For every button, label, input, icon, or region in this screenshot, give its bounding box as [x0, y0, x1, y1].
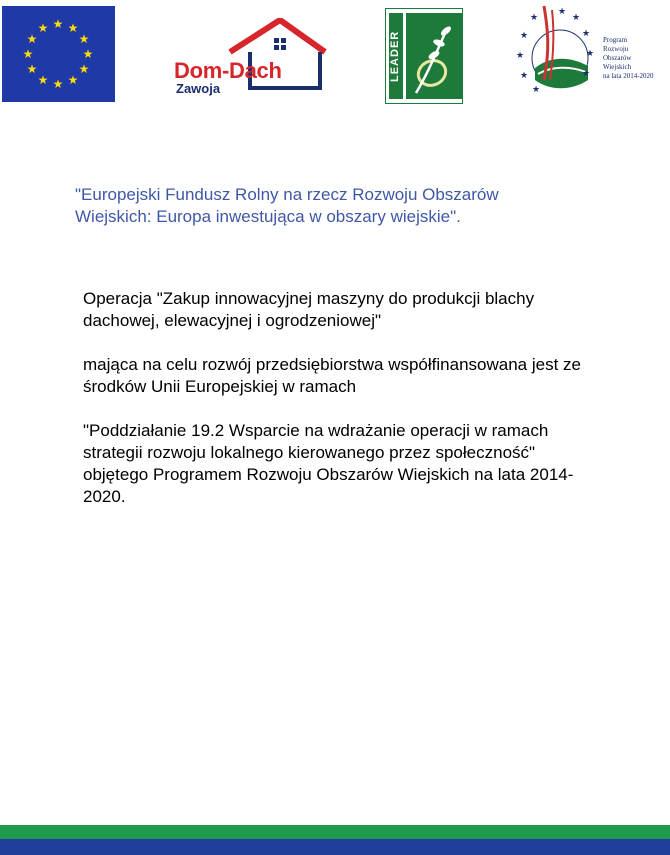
prow-logo — [510, 0, 660, 104]
operation-description — [83, 288, 603, 530]
svg-text:★: ★ — [586, 49, 595, 59]
leader-label: LEADER — [389, 13, 403, 99]
svg-text:★: ★ — [558, 7, 567, 17]
fund-heading-line: "Europejski Fundusz Rolny na rzecz Rozwoju Obszarów — [75, 185, 499, 204]
svg-text:★: ★ — [582, 69, 591, 79]
prow-line: Program — [603, 36, 628, 44]
eu-star-icon: ★ — [78, 32, 90, 46]
svg-text:★: ★ — [516, 51, 525, 61]
eu-star-icon: ★ — [37, 21, 49, 35]
eu-star-icon: ★ — [26, 32, 38, 46]
svg-text:★: ★ — [532, 85, 541, 95]
eu-star-icon: ★ — [26, 62, 38, 76]
domdach-name: Dom-Dach — [174, 58, 282, 83]
eu-star-icon: ★ — [37, 73, 49, 87]
prow-line: na lata 2014-2020 — [603, 72, 654, 80]
prow-label — [603, 36, 663, 81]
operation-title: Operacja "Zakup innowacyjnej maszyny do produkcji blachy dachowej, elewacyjnej i ogrodzeniowej" — [83, 289, 535, 330]
leader-logo — [385, 8, 463, 104]
domdach-location: Zawoja — [176, 81, 221, 96]
prow-line: Wiejskich — [603, 63, 632, 71]
logo-strip — [0, 0, 670, 110]
svg-text:★: ★ — [572, 13, 581, 23]
eu-star-icon: ★ — [52, 17, 64, 31]
eu-star-icon: ★ — [22, 47, 34, 61]
prow-line: Obszarów — [603, 54, 632, 62]
leader-plant-icon — [406, 13, 462, 99]
svg-text:★: ★ — [520, 71, 529, 81]
svg-text:★: ★ — [582, 29, 591, 39]
programme-statement: "Poddziałanie 19.2 Wsparcie na wdrażanie operacji w ramach strategii rozwoju lokalnego kierowanego przez społeczność" objętego Programem Rozwoju Obszarów Wiejskich na lata 2014-2020. — [83, 421, 574, 506]
svg-text:★: ★ — [520, 31, 529, 41]
eu-star-icon: ★ — [67, 21, 79, 35]
svg-text:★: ★ — [530, 13, 539, 23]
eu-flag-icon — [2, 6, 115, 102]
footer-blue-bar — [0, 839, 670, 855]
fund-heading — [75, 184, 595, 228]
eu-star-icon: ★ — [52, 77, 64, 91]
prow-emblem-icon — [510, 0, 602, 104]
domdach-logo — [170, 18, 330, 94]
fund-heading-line: Wiejskich: Europa inwestująca w obszary wiejskie". — [75, 207, 461, 226]
footer-green-bar — [0, 825, 670, 839]
eu-star-icon: ★ — [67, 73, 79, 87]
prow-line: Rozwoju — [603, 45, 629, 53]
eu-star-icon: ★ — [78, 62, 90, 76]
eu-star-icon: ★ — [82, 47, 94, 61]
cofinancing-statement: mająca na celu rozwój przedsiębiorstwa współfinansowana jest ze środków Unii Europejskiej w ramach — [83, 355, 581, 396]
